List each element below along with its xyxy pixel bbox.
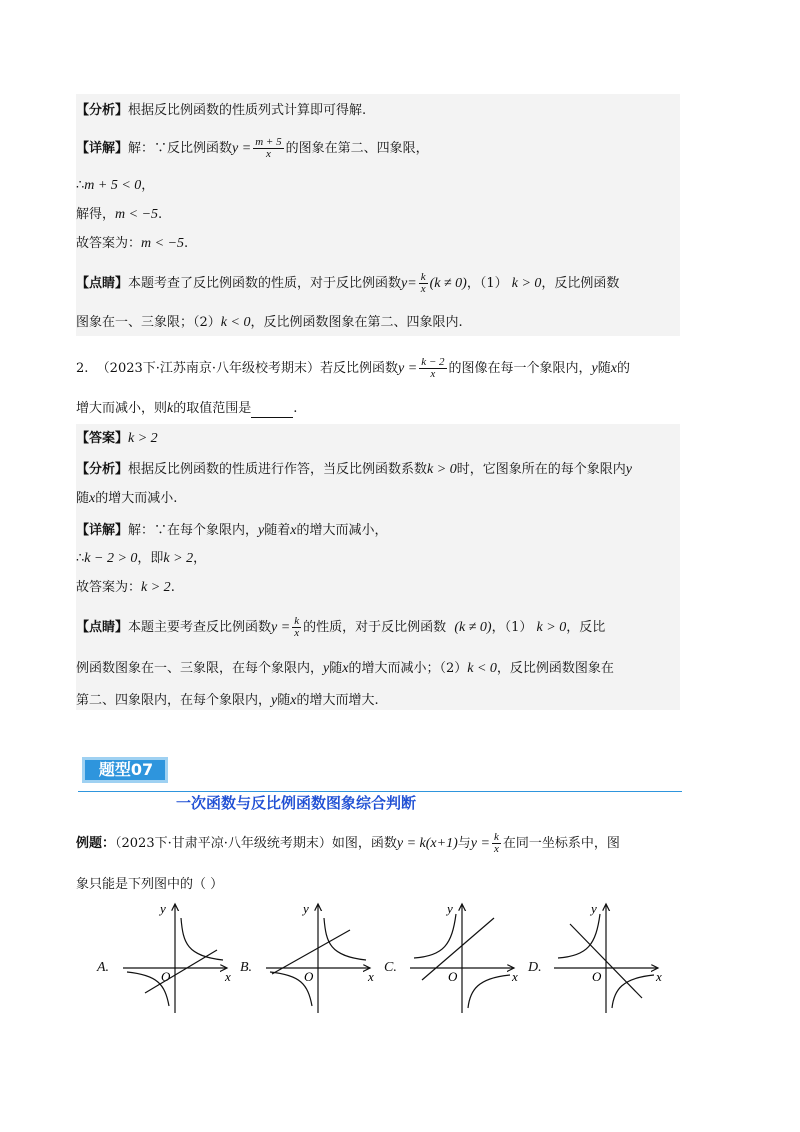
detail-line: 【详解】解：∵反比例函数y = $\frac{m + 5}{x}$ 的图象在第二、四象限， bbox=[76, 136, 429, 160]
y-axis-label: y bbox=[303, 901, 309, 916]
step-line-1: ∴m + 5 < 0， bbox=[76, 178, 155, 193]
x-axis-label: x bbox=[512, 969, 518, 984]
option-label-a[interactable]: A. bbox=[97, 960, 110, 975]
answer-line: 【答案】k > 2 bbox=[76, 431, 158, 446]
fraction: $\frac{k}{x}$ bbox=[420, 271, 426, 295]
fraction: $\frac{k}{x}$ bbox=[493, 831, 499, 855]
question-2-line-1: 2. （2023下·江苏南京·八年级校考期末）若反比例函数y = $\frac{k - 2}{x}$ 的图像在每一个象限内，y随x的 bbox=[76, 356, 631, 380]
section-tag bbox=[78, 757, 174, 789]
y-axis-label: y bbox=[591, 901, 597, 916]
graph-option-d[interactable] bbox=[546, 898, 671, 1018]
section-title: 一次函数与反比例函数图象综合判断 bbox=[176, 794, 417, 812]
linear-graph bbox=[145, 950, 217, 993]
hyperbola-q1 bbox=[181, 918, 223, 960]
hyperbola-q2 bbox=[414, 914, 456, 958]
x-axis-label: x bbox=[368, 969, 374, 984]
step-line-3: 故答案为：m < −5. bbox=[76, 236, 189, 251]
option-label-d[interactable]: D. bbox=[528, 960, 542, 975]
example-line-1: 例题：（2023下·甘肃平凉·八年级统考期末）如图，函数y = k(x+1)与y = $\frac{k}{x}$ 在同一坐标系中，图 bbox=[76, 831, 620, 855]
analysis-line-2b: 随x的增大而减小. bbox=[76, 491, 178, 506]
hyperbola-q4 bbox=[468, 975, 510, 1008]
x-axis-label: x bbox=[656, 969, 662, 984]
y-axis-label: y bbox=[447, 901, 453, 916]
step-line-2: 解得，m < −5. bbox=[76, 207, 163, 222]
hyperbola-q2 bbox=[558, 914, 600, 958]
comment-line-2-2: 例函数图象在一、三象限，在每个象限内，y随x的增大而减小；（2）k < 0，反比例函数图象在 bbox=[76, 661, 614, 676]
linear-graph bbox=[422, 918, 494, 980]
step-line-2-1: ∴k − 2 > 0，即k > 2， bbox=[76, 551, 207, 566]
comment-line-1: 【点睛】本题考查了反比例函数的性质，对于反比例函数y= $\frac{k}{x}$ (k ≠ 0)，（1） k > 0，反比例函数 bbox=[76, 271, 620, 295]
comment-line-2: 图象在一、三象限；（2）k < 0，反比例函数图象在第二、四象限内. bbox=[76, 315, 463, 330]
fraction: $\frac{m + 5}{x}$ bbox=[255, 136, 282, 160]
solution-block-1 bbox=[76, 94, 680, 336]
question-2-line-2: 增大而减小，则k的取值范围是 . bbox=[76, 401, 298, 416]
graph-option-b[interactable] bbox=[258, 898, 383, 1018]
origin-label: O bbox=[304, 969, 314, 984]
analysis-line: 【分析】根据反比例函数的性质列式计算即可得解. bbox=[76, 103, 367, 118]
comment-line-2-3: 第二、四象限内，在每个象限内，y随x的增大而增大. bbox=[76, 693, 379, 708]
graph-option-c[interactable] bbox=[402, 898, 527, 1018]
y-axis-label: y bbox=[160, 901, 166, 916]
origin-label: O bbox=[592, 969, 602, 984]
hyperbola-q1 bbox=[324, 918, 366, 960]
comment-line-2-1: 【点睛】本题主要考查反比例函数y = $\frac{k}{x}$ 的性质，对于反比例函数 (k ≠ 0)，（1） k > 0，反比 bbox=[76, 615, 606, 639]
option-label-c[interactable]: C. bbox=[384, 960, 397, 975]
x-axis-label: x bbox=[225, 969, 231, 984]
example-line-2: 象只能是下列图中的（ ） bbox=[76, 877, 224, 892]
detail-line-2: 【详解】解：∵在每个象限内，y随着x的增大而减小， bbox=[76, 523, 388, 538]
graph-option-a[interactable] bbox=[115, 898, 240, 1018]
answer-blank bbox=[251, 403, 293, 418]
fraction: $\frac{k}{x}$ bbox=[294, 615, 300, 639]
section-tag-label: 题型07 bbox=[98, 760, 154, 779]
origin-label: O bbox=[161, 969, 171, 984]
fraction: $\frac{k - 2}{x}$ bbox=[421, 356, 445, 380]
analysis-line-2: 【分析】根据反比例函数的性质进行作答，当反比例函数系数k > 0时，它图象所在的每个象限内y bbox=[76, 462, 632, 477]
origin-label: O bbox=[448, 969, 458, 984]
option-label-b[interactable]: B. bbox=[240, 960, 253, 975]
hyperbola-q4 bbox=[612, 975, 654, 1008]
step-line-2-2: 故答案为：k > 2. bbox=[76, 580, 175, 595]
